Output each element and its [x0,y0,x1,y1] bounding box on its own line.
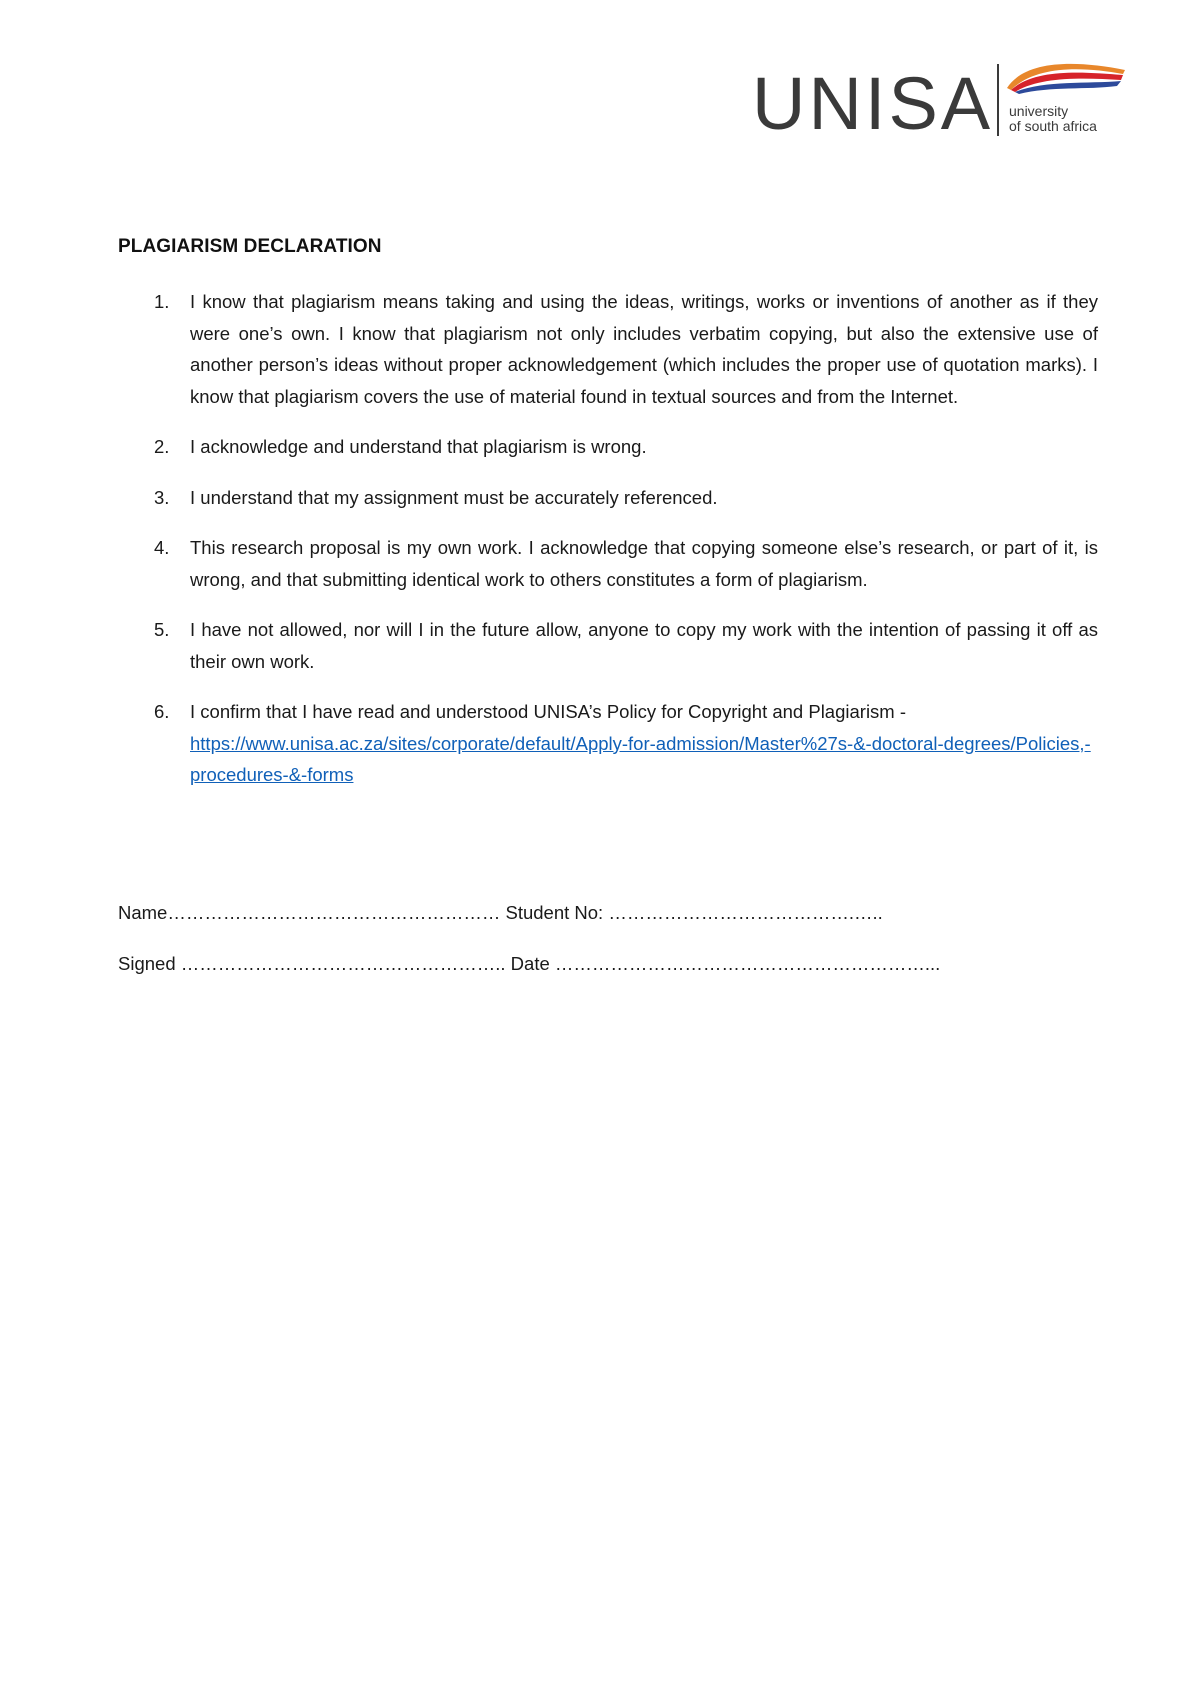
declaration-item [118,431,1098,463]
logo-wordmark: UNISA [752,62,994,145]
declaration-item [118,482,1098,514]
logo-subtitle-line-2: of south africa [1009,118,1097,134]
item-text: I understand that my assignment must be accurately referenced. [190,486,718,508]
logo-flag-icon [1005,58,1127,102]
item-text: I know that plagiarism means taking and using the ideas, writings, works or inventions of another as if they were one’s own. I know that plagiarism not only includes verbatim copying, but also the extensive use of another person’s ideas without proper acknowledgement (which includes the proper use of quotation marks). I know that plagiarism covers the use of material found in textual sources and from the Internet. [190,291,1098,407]
item-text: I acknowledge and understand that plagiarism is wrong. [190,436,647,457]
declaration-item [118,696,1098,791]
logo-subtitle-line-1: university [1009,103,1069,119]
declaration-item [118,532,1098,595]
logo-divider [997,64,999,136]
name-student-no-line: Name……………………………………………… Student No: ………………………………….….. [118,902,883,923]
policy-link[interactable]: https://www.unisa.ac.za/sites/corporate/default/Apply-for-admission/Master%27s-&-doctoral-degrees/Policies,-procedures-&-forms [190,732,1091,785]
item-text: This research proposal is my own work. I acknowledge that copying someone else’s research, or part of it, is wrong, and that submitting identical work to others constitutes a form of plagiarism. [190,537,1098,590]
item-number: 6. [154,701,170,722]
item-number: 1. [154,291,170,312]
item-number: 4. [154,537,170,558]
declaration-list [118,286,1098,810]
page-title: PLAGIARISM DECLARATION [118,236,382,257]
signed-date-line: Signed …………………………………………….. Date ……………………………………………………... [118,953,941,974]
item-number: 3. [154,486,170,508]
declaration-item [118,614,1098,677]
item-text: I have not allowed, nor will I in the future allow, anyone to copy my work with the intention of passing it off as their own work. [190,619,1098,672]
unisa-logo [752,58,1132,148]
logo-subtitle [1009,104,1097,134]
declaration-item [118,286,1098,412]
item-number: 5. [154,619,170,640]
item-number: 2. [154,436,170,457]
item-text: I confirm that I have read and understood UNISA’s Policy for Copyright and Plagiarism - [190,701,907,722]
